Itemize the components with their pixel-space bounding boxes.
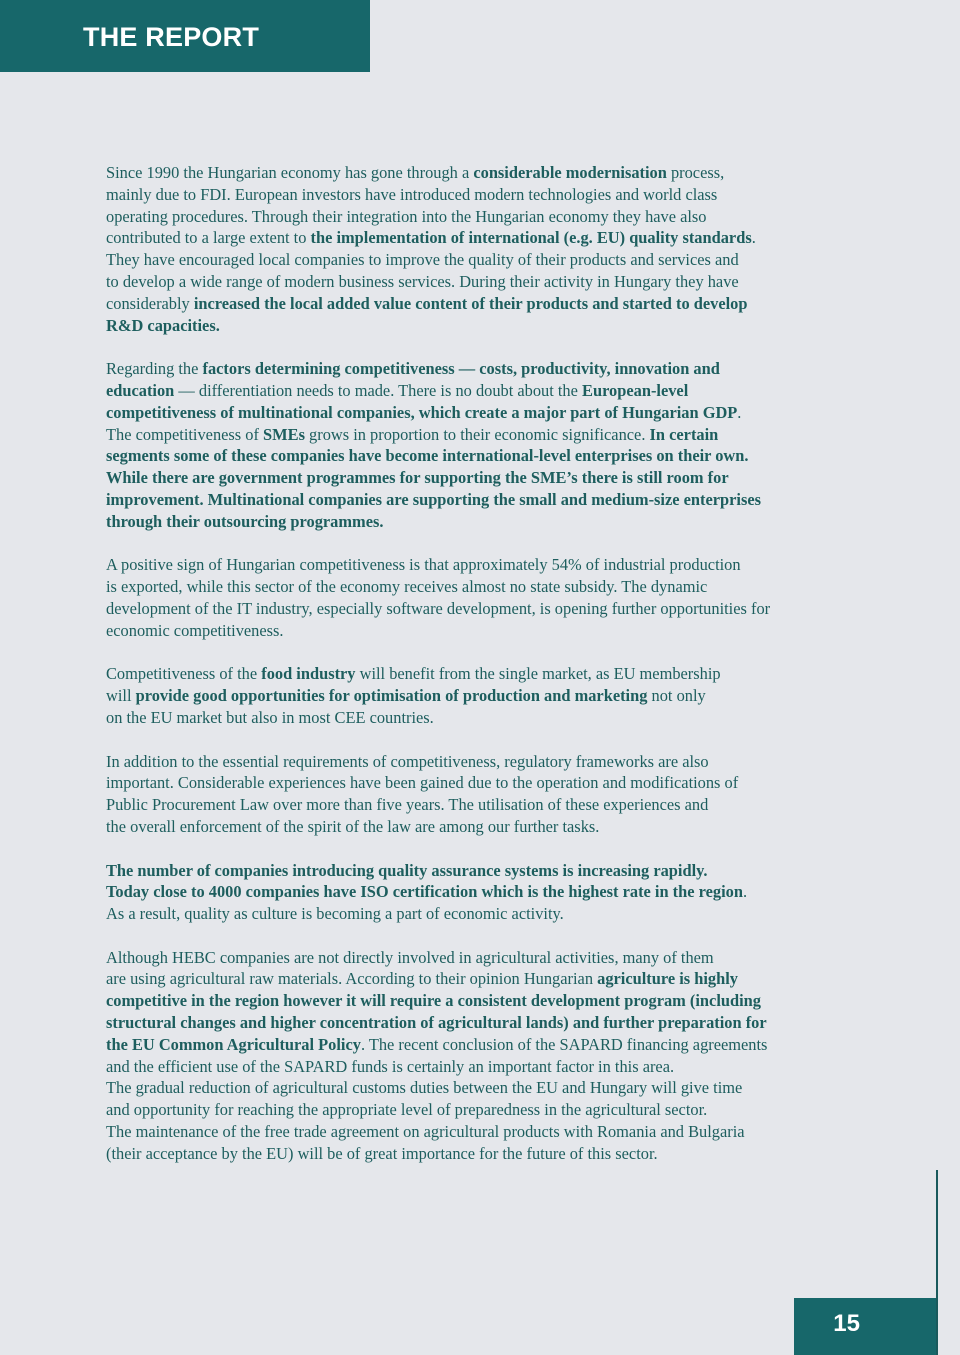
text-line bbox=[106, 467, 886, 489]
body-text: grows in proportion to their economic significance. bbox=[304, 424, 650, 444]
body-text: considerably bbox=[106, 293, 194, 313]
emphasis-text: In certain bbox=[649, 424, 719, 444]
body-text: Public Procurement Law over more than five years. The utilisation of these experiences and bbox=[106, 795, 709, 815]
text-line bbox=[106, 1099, 886, 1121]
body-text: operating procedures. Through their integration into the Hungarian economy they have also bbox=[106, 206, 707, 226]
body-text: . The recent conclusion of the SAPARD financing agreements bbox=[360, 1034, 768, 1054]
text-line bbox=[106, 663, 886, 685]
emphasis-text: factors determining competitiveness — costs, productivity, innovation and bbox=[202, 359, 720, 379]
header-bar bbox=[0, 0, 370, 72]
body-text: important. Considerable experiences have been gained due to the operation and modifications of bbox=[106, 773, 739, 793]
body-text: and opportunity for reaching the appropriate level of preparedness in the agricultural sector. bbox=[106, 1100, 708, 1120]
paragraph bbox=[106, 751, 886, 838]
body-text: contributed to a large extent to bbox=[106, 228, 311, 248]
text-line bbox=[106, 184, 886, 206]
body-text: Regarding the bbox=[106, 359, 203, 379]
body-text: A positive sign of Hungarian competitiveness is that approximately 54% of industrial production bbox=[106, 555, 741, 575]
text-line bbox=[106, 293, 886, 315]
text-line bbox=[106, 903, 886, 925]
body-text: the overall enforcement of the spirit of the law are among our further tasks. bbox=[106, 816, 600, 836]
emphasis-text: provide good opportunities for optimisation of production and marketing bbox=[135, 686, 648, 706]
body-text: not only bbox=[647, 686, 706, 706]
emphasis-text: agriculture is highly bbox=[597, 969, 738, 989]
text-line bbox=[106, 751, 886, 773]
body-text: mainly due to FDI. European investors have introduced modern technologies and world class bbox=[106, 184, 718, 204]
body-text: are using agricultural raw materials. According to their opinion Hungarian bbox=[106, 969, 598, 989]
emphasis-text: competitiveness of multinational companies, which create a major part of Hungarian GDP bbox=[106, 402, 738, 422]
body-text: economic competitiveness. bbox=[106, 620, 284, 640]
paragraph bbox=[106, 358, 886, 532]
text-line bbox=[106, 554, 886, 576]
body-text: . bbox=[751, 228, 756, 248]
page-edge-rule bbox=[936, 1170, 938, 1355]
page-number-box bbox=[794, 1298, 936, 1355]
page-number: 15 bbox=[833, 1310, 860, 1337]
text-line bbox=[106, 445, 886, 467]
emphasis-text: Today close to 4000 companies have ISO certification which is the highest rate in the region bbox=[106, 882, 743, 902]
text-line bbox=[106, 990, 886, 1012]
text-line bbox=[106, 424, 886, 446]
body-text: The maintenance of the free trade agreement on agricultural products with Romania and Bulgaria bbox=[106, 1122, 745, 1142]
emphasis-text: food industry bbox=[261, 664, 356, 684]
text-line bbox=[106, 402, 886, 424]
body-text: The competitiveness of bbox=[106, 424, 264, 444]
body-text: to develop a wide range of modern business services. During their activity in Hungary they have bbox=[106, 271, 739, 291]
body-text: process, bbox=[666, 163, 725, 182]
body-text: They have encouraged local companies to improve the quality of their products and services and bbox=[106, 250, 739, 270]
body-text: on the EU market but also in most CEE countries. bbox=[106, 707, 434, 727]
emphasis-text: the implementation of international (e.g. EU) quality standards bbox=[310, 228, 752, 248]
body-text: — differentiation needs to made. There is no doubt about the bbox=[174, 380, 583, 400]
body-text: (their acceptance by the EU) will be of great importance for the future of this sector. bbox=[106, 1143, 658, 1163]
text-line bbox=[106, 271, 886, 293]
text-line bbox=[106, 860, 886, 882]
paragraph bbox=[106, 663, 886, 728]
text-line bbox=[106, 249, 886, 271]
paragraph bbox=[106, 860, 886, 925]
text-line bbox=[106, 816, 886, 838]
text-line bbox=[106, 794, 886, 816]
emphasis-text: While there are government programmes for supporting the SME’s there is still room for bbox=[106, 468, 729, 488]
emphasis-text: education bbox=[106, 380, 175, 400]
text-line bbox=[106, 598, 886, 620]
text-line bbox=[106, 206, 886, 228]
text-line bbox=[106, 380, 886, 402]
text-line bbox=[106, 1034, 886, 1056]
text-line bbox=[106, 620, 886, 642]
body-text: In addition to the essential requirements of competitiveness, regulatory frameworks are also bbox=[106, 751, 709, 771]
page-title: THE REPORT bbox=[83, 22, 260, 52]
text-line bbox=[106, 315, 886, 337]
text-line bbox=[106, 576, 886, 598]
emphasis-text: SMEs bbox=[263, 424, 305, 444]
text-line bbox=[106, 511, 886, 533]
text-line bbox=[106, 162, 886, 184]
body-text: is exported, while this sector of the economy receives almost no state subsidy. The dynamic bbox=[106, 577, 708, 597]
body-text: development of the IT industry, especially software development, is opening further opportunities for bbox=[106, 598, 771, 618]
text-line bbox=[106, 227, 886, 249]
body-text: Competitiveness of the bbox=[106, 664, 262, 684]
body-text: As a result, quality as culture is becoming a part of economic activity. bbox=[106, 904, 564, 924]
text-line bbox=[106, 685, 886, 707]
emphasis-text: considerable modernisation bbox=[473, 163, 667, 182]
emphasis-text: through their outsourcing programmes. bbox=[106, 511, 384, 531]
emphasis-text: increased the local added value content of their products and started to develop bbox=[193, 293, 748, 313]
emphasis-text: competitive in the region however it will require a consistent development program (including bbox=[106, 991, 761, 1011]
emphasis-text: European-level bbox=[582, 380, 689, 400]
text-line bbox=[106, 881, 886, 903]
text-line bbox=[106, 947, 886, 969]
report-body bbox=[106, 162, 886, 1186]
text-line bbox=[106, 707, 886, 729]
body-text: Although HEBC companies are not directly involved in agricultural activities, many of them bbox=[106, 947, 714, 967]
emphasis-text: segments some of these companies have become international-level enterprises on their own. bbox=[106, 446, 749, 466]
text-line bbox=[106, 1077, 886, 1099]
body-text: . bbox=[737, 402, 742, 422]
text-line bbox=[106, 489, 886, 511]
emphasis-text: R&D capacities. bbox=[106, 315, 220, 335]
emphasis-text: structural changes and higher concentration of agricultural lands) and further preparation for bbox=[106, 1013, 767, 1033]
paragraph bbox=[106, 554, 886, 641]
paragraph bbox=[106, 947, 886, 1165]
emphasis-text: the EU Common Agricultural Policy bbox=[106, 1034, 361, 1054]
text-line bbox=[106, 358, 886, 380]
body-text: Since 1990 the Hungarian economy has gone through a bbox=[106, 163, 474, 182]
emphasis-text: improvement. Multinational companies are supporting the small and medium-size enterprises bbox=[106, 489, 762, 509]
body-text: will bbox=[106, 686, 136, 706]
text-line bbox=[106, 772, 886, 794]
body-text: The gradual reduction of agricultural customs duties between the EU and Hungary will give time bbox=[106, 1078, 743, 1098]
body-text: and the efficient use of the SAPARD funds is certainly an important factor in this area. bbox=[106, 1056, 675, 1076]
text-line bbox=[106, 1143, 886, 1165]
body-text: . bbox=[742, 882, 748, 902]
text-line bbox=[106, 968, 886, 990]
emphasis-text: The number of companies introducing quality assurance systems is increasing rapidly. bbox=[106, 860, 708, 880]
text-line bbox=[106, 1121, 886, 1143]
text-line bbox=[106, 1056, 886, 1078]
text-line bbox=[106, 1012, 886, 1034]
body-text: will benefit from the single market, as EU membership bbox=[355, 664, 721, 684]
paragraph bbox=[106, 162, 886, 336]
